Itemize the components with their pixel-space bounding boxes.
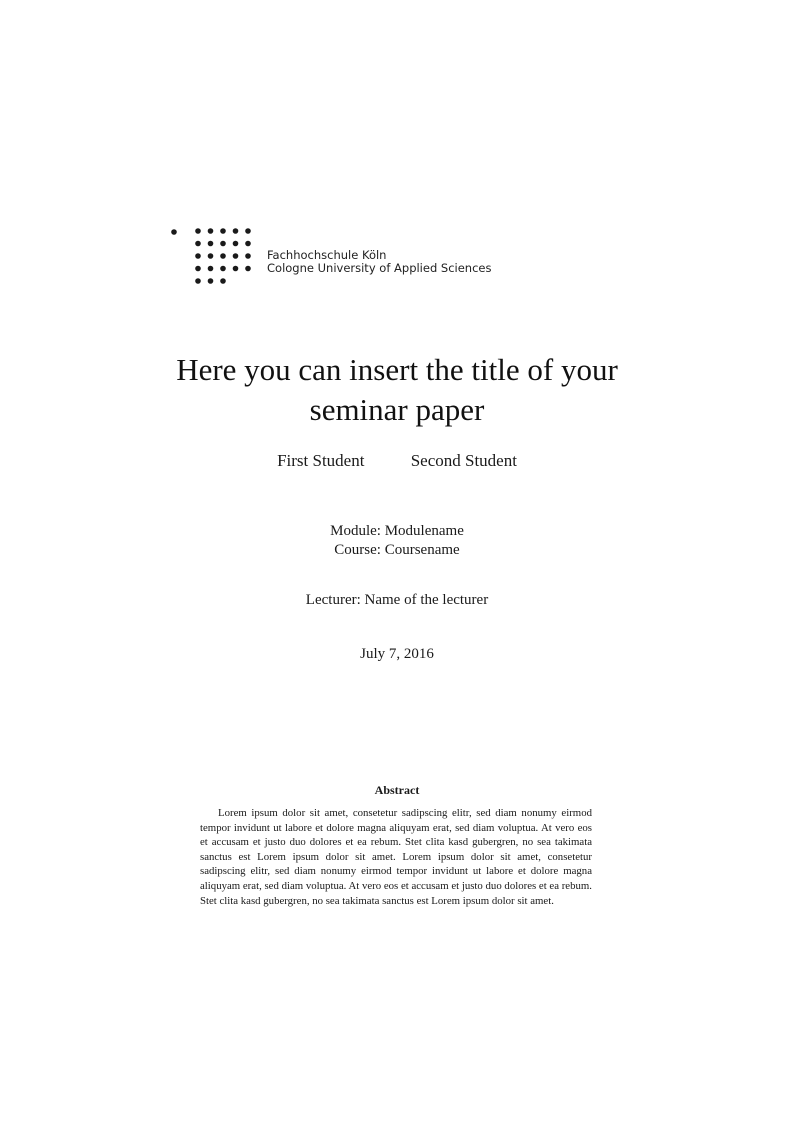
logo-text [267,249,491,275]
paper-title: Here you can insert the title of your seminar paper [176,352,618,427]
course-line [0,541,794,560]
author-second: Second Student [410,451,517,470]
abstract-text: Lorem ipsum dolor sit amet, consetetur sadipscing elitr, sed diam nonumy eirmod tempor invidunt ut labore et dolore magna aliquyam erat, sed diam voluptua. At vero eos et accusam et justo duo dolores et ea rebum. Stet clita kasd gubergren, no sea takimata sanctus est Lorem ipsum dolor sit amet. Lorem ipsum dolor sit amet, consetetur sadipscing elitr, sed diam nonumy eirmod tempor invidunt ut labore et dolore magna aliquyam erat, sed diam voluptua. At vero eos et accusam et justo duo dolores et ea rebum. Stet clita kasd gubergren, no sea takimata sanctus est Lorem ipsum dolor sit amet. [200,807,592,907]
module-label: Module: [330,523,381,539]
logo-line-english: Cologne University of Applied Sciences [267,261,492,275]
module-course-block [0,522,794,560]
author-list [0,450,794,472]
logo-line-german: Fachhochschule Köln [267,248,387,262]
module-value: Modulename [384,523,464,539]
course-label: Course: [334,542,381,558]
lecturer-value: Name of the lecturer [364,592,489,608]
lecturer-label: Lecturer: [305,592,361,608]
author-first: First Student [277,451,365,470]
module-line [0,522,794,541]
university-logo [168,224,498,288]
paper-date: July 7, 2016 [360,646,434,662]
lecturer-line [0,591,794,610]
course-value: Coursename [384,542,460,558]
abstract-heading: Abstract [374,783,420,797]
dot-grid-logo-icon [168,224,258,288]
